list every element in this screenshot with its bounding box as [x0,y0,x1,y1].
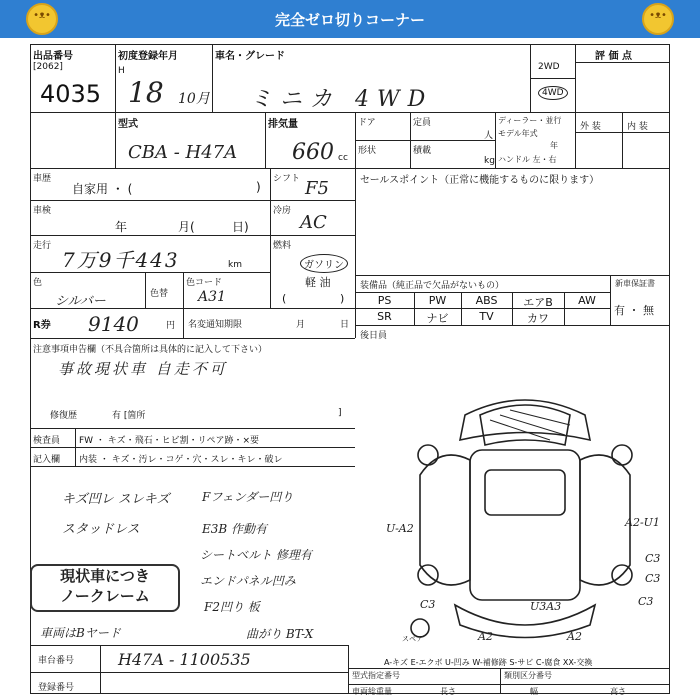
damage-mark-6: U3A3 [530,600,562,613]
fuel-label: 燃料 [273,241,292,251]
rear-seat-label: 後日員 [360,331,388,341]
checker-label: 検査員 [33,436,61,446]
windshield-scratch-marks [490,410,570,440]
dealer-handle: ハンドル 左・右 [498,155,557,164]
wheel-front-left [418,445,438,465]
warranty-value: 有 ・ 無 [614,304,654,317]
equip-ps: PS [377,294,392,307]
car-cabin [485,470,565,515]
color-change-label: 色替 [150,289,169,299]
gross-weight-label: 車両総重量 [352,687,392,696]
dealer-model-year: モデル年式 [498,129,538,138]
shift-value: F5 [305,178,329,199]
ac-label: 冷房 [273,206,292,216]
equip-navi: ナビ [426,312,449,325]
registration-label: 登録番号 [38,683,75,693]
equip-pw: PW [428,294,447,307]
equip-sr: SR [377,310,392,323]
door-label: ドア [358,118,376,128]
rating-label: 評 価 点 [595,51,632,62]
first-reg-era: H [118,66,125,76]
bear-mascot-left-icon: •ᴥ• [26,3,58,35]
inspection-month: 月( [178,220,195,234]
displacement-unit: cc [338,153,348,163]
damage-mark-1: U-A2 [386,522,414,535]
fuel-paren-open: ( [282,292,287,305]
damage-mark-2: A2-U1 [625,516,660,529]
equipment-label: 装備品（純正品で欠品がないもの） [360,281,505,291]
first-reg-month: 10月 [178,91,210,107]
dealer-year-unit: 年 [550,141,558,150]
wheel-front-right [612,445,632,465]
repair-value: 有 [箇所 [112,411,146,421]
displacement-value: 660 [292,140,334,165]
hand-note-3: Fフェンダー凹り [202,490,294,504]
recycle-label: R券 [33,320,51,331]
name-change-month: 月 [296,320,306,330]
sales-point-label: セールスポイント（正常に機能するものに限ります） [360,175,600,186]
recycle-unit: 円 [166,321,176,331]
capacity-unit: 人 [484,131,494,141]
first-reg-year: 18 [128,76,164,109]
shape-label: 形状 [358,146,377,156]
color-code-label: 色コード [186,278,223,288]
notes-text: 事故現状車 自走不可 [58,360,228,378]
hand-note-5: シートベルト 修理有 [200,548,312,562]
model-value: CBA - H47A [128,142,238,163]
equip-leather: カワ [527,312,549,325]
repair-close: ] [338,408,342,418]
class-number-label: 類別区分番号 [504,671,552,680]
hand-note-1: キズ凹レ スレキズ [62,492,170,507]
lot-number: 4035 [40,80,102,108]
no-claim-stamp [30,564,180,612]
height-label: 高さ [610,687,626,696]
inspection-day: 日) [232,220,249,234]
fuel-diesel: 軽 油 [305,276,331,289]
length-label: 長さ [440,687,456,696]
repair-label: 修復歴 [50,411,78,421]
fuel-paren-close: ) [340,292,345,305]
capacity-label: 定員 [413,118,432,128]
recycle-value: 9140 [88,312,139,336]
name-change-day: 日 [340,320,350,330]
checker-row1: FW ・ キズ・飛石・ヒビ割・リペア跡・×要 [79,436,259,446]
chassis-value: H47A - 1100535 [118,650,251,669]
notes-label: 注意事項申告欄（不具合箇所は具体的に記入して下さい） [33,345,268,355]
inspection-year: 年 [115,220,128,234]
drive-4wd-circled: 4WD [538,86,568,100]
inspection-label: 車検 [33,206,52,216]
drive-2wd: 2WD [538,62,560,72]
shift-label: シフト [273,174,301,184]
damage-mark-7: A2 [478,630,493,643]
equip-aw: AW [578,294,596,307]
rating-exterior: 外 装 [580,122,601,132]
car-windshield [480,405,570,445]
usage-value: 自家用 ・ ( [72,182,133,196]
hand-note-8: 曲がり BT-X [246,627,314,641]
checker-row2: 内装 ・ キズ・汚レ・コゲ・穴・スレ・キレ・破レ [79,455,283,465]
mileage-unit: km [228,260,242,270]
displacement-label: 排気量 [268,119,298,130]
lot-code: [2062] [33,62,63,72]
hand-note-7: F2凹り 板 [204,600,260,614]
bear-mascot-right-icon: •ᴥ• [642,3,674,35]
damage-mark-3: C3 [645,552,661,565]
equip-airbag: エアB [523,296,553,309]
first-reg-label: 初度登録年月 [118,51,178,62]
warranty-label: 新車保証書 [615,279,655,288]
hand-note-6: エンドパネル凹み [200,574,296,588]
spare-label: スペア [402,635,423,643]
mileage-value: 7万9千443 [62,248,180,272]
dealer-label: ディーラー・並行 [498,116,562,125]
model-label: 型式 [118,119,138,130]
color-value: シルバー [55,294,106,309]
chassis-label: 車台番号 [38,656,75,666]
ac-value: AC [300,212,327,233]
fuel-gasoline-circled: ガソリン [300,254,348,273]
color-label: 色 [33,278,43,288]
equip-tv: TV [479,310,494,323]
equip-abs: ABS [475,294,498,307]
damage-mark-8: A2 [567,630,582,643]
stamp-line-2: ノークレーム [60,587,150,605]
car-name-value: ミニカ 4WD [250,87,434,112]
type-designation-label: 型式指定番号 [352,671,400,680]
banner-title: 完全ゼロ切りコーナー [274,11,425,29]
load-label: 積載 [413,146,432,156]
rating-interior: 内 装 [627,122,648,132]
mileage-label: 走行 [33,241,52,251]
stamp-line-1: 現状車につき [60,567,150,585]
car-roof-outline [460,400,590,440]
lot-label: 出品番号 [33,51,73,62]
hand-note-4: E3B 作動有 [202,522,268,536]
damage-mark-9: C3 [420,598,436,611]
checker-row-label: 記入欄 [33,455,61,465]
damage-mark-5: C3 [638,595,654,608]
hand-note-9: 車両はBヤード [40,626,121,640]
car-label: 車名・グレード [215,51,285,62]
damage-mark-4: C3 [645,572,661,585]
color-code-value: A31 [198,289,226,305]
usage-label: 車歴 [33,174,52,184]
hand-note-2: スタッドレス [62,522,140,537]
load-unit: kg [484,156,495,166]
usage-close: ) [256,180,261,194]
width-label: 幅 [530,687,538,696]
damage-legend: A-キズ E-エクボ U-凹み W-補修跡 S-サビ C-腐食 XX-交換 [384,658,593,667]
name-change-label: 名変通知期限 [188,320,243,330]
